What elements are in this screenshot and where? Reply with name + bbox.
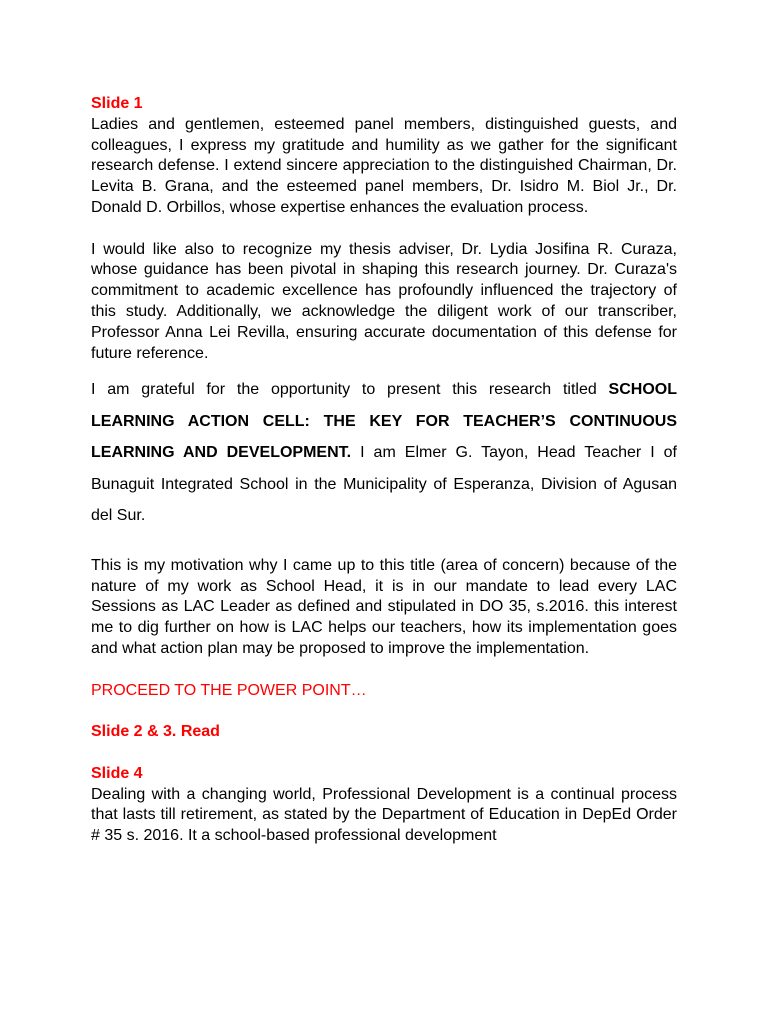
paragraph-spacer [91, 364, 677, 374]
presenter-intro-text: I am Elmer G. Tayon, Head Teacher I of Bunaguit Integrated School in the Municipality of Esperanza, Division of Agusan del Sur. [91, 444, 677, 525]
research-title: SCHOOL LEARNING ACTION CELL: THE KEY FOR TEACHER’S CONTINUOUS LEARNING AND DEVELOPMENT. [91, 381, 677, 462]
slide-2-3-heading: Slide 2 & 3. Read [91, 723, 220, 741]
document-page [91, 94, 677, 847]
paragraph-spacer [91, 219, 677, 240]
slide-1-paragraph-adviser: I would like also to recognize my thesis adviser, Dr. Lydia Josifina R. Curaza, whose guidance has been pivotal in shaping this research journey. Dr. Curaza's commitment to academic excellence has profoundly influenced the trajectory of this study. Additionally, we acknowledge the diligent work of our transcriber, Professor Anna Lei Revilla, ensuring accurate documentation of this defense for future reference. [91, 240, 677, 362]
proceed-note: PROCEED TO THE POWER POINT… [91, 681, 367, 699]
slide-4-paragraph: Dealing with a changing world, Professional Development is a continual process that lasts till retirement, as stated by the Department of Education in DepEd Order # 35 s. 2016. It a school-based professional development [91, 785, 677, 845]
paragraph-spacer [91, 701, 677, 722]
slide-1-paragraph-title [91, 374, 677, 532]
paragraph-spacer [91, 743, 677, 764]
slide-1-paragraph-motivation: This is my motivation why I came up to this title (area of concern) because of the nature of my work as School Head, it is in our mandate to lead every LAC Sessions as LAC Leader as defined and stipulated in DO 35, s.2016. this interest me to dig further on how is LAC helps our teachers, how its implementation goes and what action plan may be proposed to improve the implementation. [91, 556, 677, 658]
paragraph-spacer [91, 532, 677, 556]
title-intro-text: I am grateful for the opportunity to present this research titled [91, 381, 609, 399]
slide-1-heading: Slide 1 [91, 95, 143, 112]
slide-4-heading: Slide 4 [91, 764, 143, 782]
paragraph-spacer [91, 660, 677, 681]
slide-1-paragraph-greeting: Ladies and gentlemen, esteemed panel members, distinguished guests, and colleagues, I express my gratitude and humility as we gather for the significant research defense. I extend sincere appreciation to the distinguished Chairman, Dr. Levita B. Grana, and the esteemed panel members, Dr. Isidro M. Biol Jr., Dr. Donald D. Orbillos, whose expertise enhances the evaluation process. [91, 115, 677, 216]
